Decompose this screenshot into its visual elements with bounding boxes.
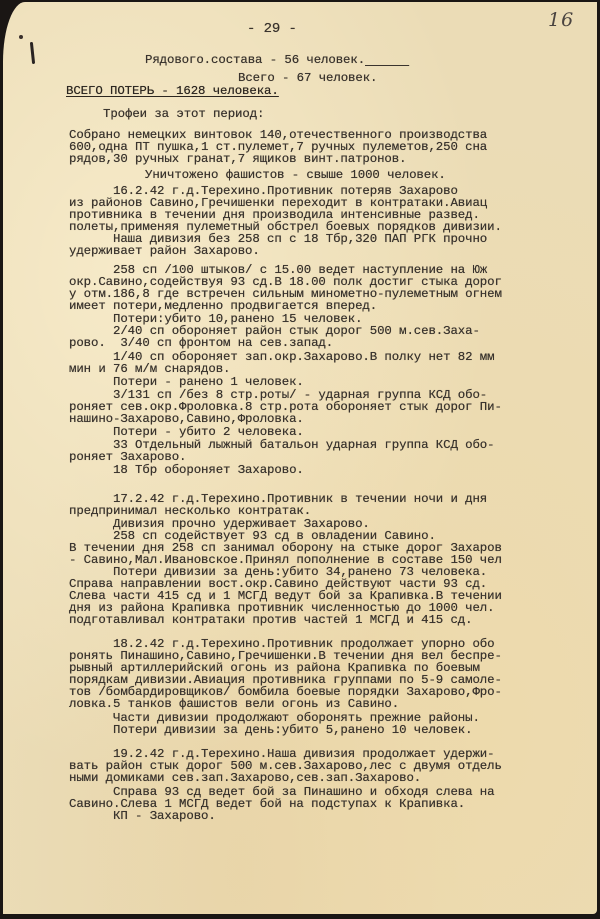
entry-line: тов /бомбардировщиков/ бомбила боевые порядки Захарово,Фро-: [69, 685, 502, 699]
entry-line: 16.2.42 г.д.Терехино.Противник потеряв Захарово: [69, 184, 458, 198]
entry-line: Потери - ранено 1 человек.: [69, 375, 304, 389]
entry-line: нашино-Захарово,Савино,Фроловка.: [69, 412, 304, 426]
entry-line: мин и 76 м/м снарядов.: [69, 362, 231, 376]
entry-line: роняет сев.окр.Фроловка.8 стр.рота обороняет стык дорог Пи-: [69, 400, 502, 414]
entry-line: вать район стык дорог 500 м.сев.Захарово,лес с двумя отдель: [69, 759, 502, 773]
entry-line: - Савино,Мал.Ивановское.Принял пополнение в составе 150 чел: [69, 553, 502, 567]
entry-line: подготавливал контратаки против частей 1 МСГД и 415 сд.: [69, 613, 473, 627]
summary-privates-text: Рядового.состава - 56 человек.: [145, 53, 366, 67]
ink-dot-mark: [19, 35, 23, 39]
trophies-heading: Трофеи за этот период:: [103, 107, 265, 121]
entry-line: у отм.186,8 где встречен сильным минометно-пулеметным огнем: [69, 287, 502, 301]
entry-line: Справа направлении вост.окр.Савино действуют части 93 сд.: [69, 577, 488, 591]
entry-line: Наша дивизия без 258 сп с 18 Тбр,320 ПАП РГК прочно: [69, 232, 488, 246]
archive-sheet-number: 16: [548, 9, 575, 31]
entry-line: Части дивизии продолжают оборонять прежние районы.: [69, 711, 480, 725]
entry-line: 17.2.42 г.д.Терехино.Противник в течении ночи и дня: [69, 492, 488, 506]
page-number: - 29 -: [247, 21, 297, 37]
entry-line: 258 сп /100 штыков/ с 15.00 ведет наступление на Юж: [69, 263, 488, 277]
trophies-line-3: рядов,30 ручных гранат,7 ящиков винт.патронов.: [69, 152, 407, 166]
total-losses: ВСЕГО ПОТЕРЬ - 1628 человека.: [66, 84, 279, 98]
entry-line: Потери дивизии за день:убито 5,ранено 10 человек.: [69, 723, 473, 737]
entry-line: 3/131 сп /без 8 стр.роты/ - ударная группа КСД обо-: [69, 388, 488, 402]
entry-line: Справа 93 сд ведет бой за Пинашино и обходя слева на: [69, 785, 495, 799]
entry-line: Потери дивизии за день:убито 34,ранено 73 человека.: [69, 565, 488, 579]
document-page: [3, 2, 597, 914]
entry-line: предпринимал несколько контратак.: [69, 504, 312, 518]
summary-privates: [145, 54, 409, 67]
entry-line: Потери - убито 2 человека.: [69, 425, 304, 439]
entry-line: 1/40 сп обороняет зап.окр.Захарово.В полку нет 82 мм: [69, 350, 495, 364]
entry-line: из районов Савино,Гречишенки переходит в контратаки.Авиац: [69, 196, 488, 210]
destroyed-line: Уничтожено фашистов - свыше 1000 человек.: [145, 168, 446, 182]
entry-line: Савино.Слева 1 МСГД ведет бой на подступах к Крапивка.: [69, 797, 466, 811]
entry-line: удерживает район Захарово.: [69, 244, 260, 258]
entry-line: Потери:убито 10,ранено 15 человек.: [69, 312, 363, 326]
ink-tick-mark: [30, 42, 35, 64]
entry-line: 19.2.42 г.д.Терехино.Наша дивизия продолжает удержи-: [69, 747, 495, 761]
entry-line: имеет потери,медленно продвигается вперед.: [69, 299, 378, 313]
entry-line: В течении дня 258 сп занимал оборону на стыке дорог Захаров: [69, 541, 502, 555]
entry-line: Дивизия прочно удерживает Захарово.: [69, 517, 370, 531]
trophies-line-2: 600,одна ПТ пушка,1 ст.пулемет,7 ручных пулеметов,250 сна: [69, 140, 488, 154]
summary-total: Всего - 67 человек.: [238, 71, 378, 85]
entry-line: порядкам дивизии.Авиация противника группами по 5-9 самоле-: [69, 673, 502, 687]
entry-line: рово. 3/40 сп фронтом на сев.запад.: [69, 336, 334, 350]
entry-line: рывный артиллерийский огонь из района Крапивка по боевым: [69, 661, 480, 675]
entry-line: КП - Захарово.: [69, 809, 216, 823]
entry-line: полеты,применяя пулеметный обстрел боевых порядков дивизии.: [69, 220, 502, 234]
entry-line: противника в течении дня производила интенсивные развед.: [69, 208, 480, 222]
entry-line: окр.Савино,содействуя 93 сд.В 18.00 полк достиг стыка дорог: [69, 275, 502, 289]
entry-line: 33 Отдельный лыжный батальон ударная группа КСД обо-: [69, 438, 495, 452]
entry-line: дня из района Крапивка противник численностью до 1000 чел.: [69, 601, 495, 615]
entry-line: роняет Захарово.: [69, 450, 187, 464]
entry-line: ронять Пинашино,Савино,Гречишенки.В течении дня вел беспре-: [69, 649, 502, 663]
entry-line: ными домиками сев.зап.Захарово,сев.зап.Захарово.: [69, 771, 422, 785]
summary-underline: [365, 53, 409, 67]
entry-line: 258 сп содействует 93 сд в овладении Савино.: [69, 529, 436, 543]
entry-line: ловка.5 танков фашистов вели огонь из Савино.: [69, 697, 400, 711]
entry-line: 18.2.42 г.д.Терехино.Противник продолжает упорно обо: [69, 637, 495, 651]
entry-line: 2/40 сп обороняет район стык дорог 500 м.сев.Заха-: [69, 324, 480, 338]
entry-line: Слева части 415 сд и 1 МСГД ведут бой за Крапивка.В течении: [69, 589, 502, 603]
entry-line: 18 Тбр обороняет Захарово.: [69, 463, 304, 477]
trophies-line-1: Собрано немецких винтовок 140,отечественного производства: [69, 128, 488, 142]
